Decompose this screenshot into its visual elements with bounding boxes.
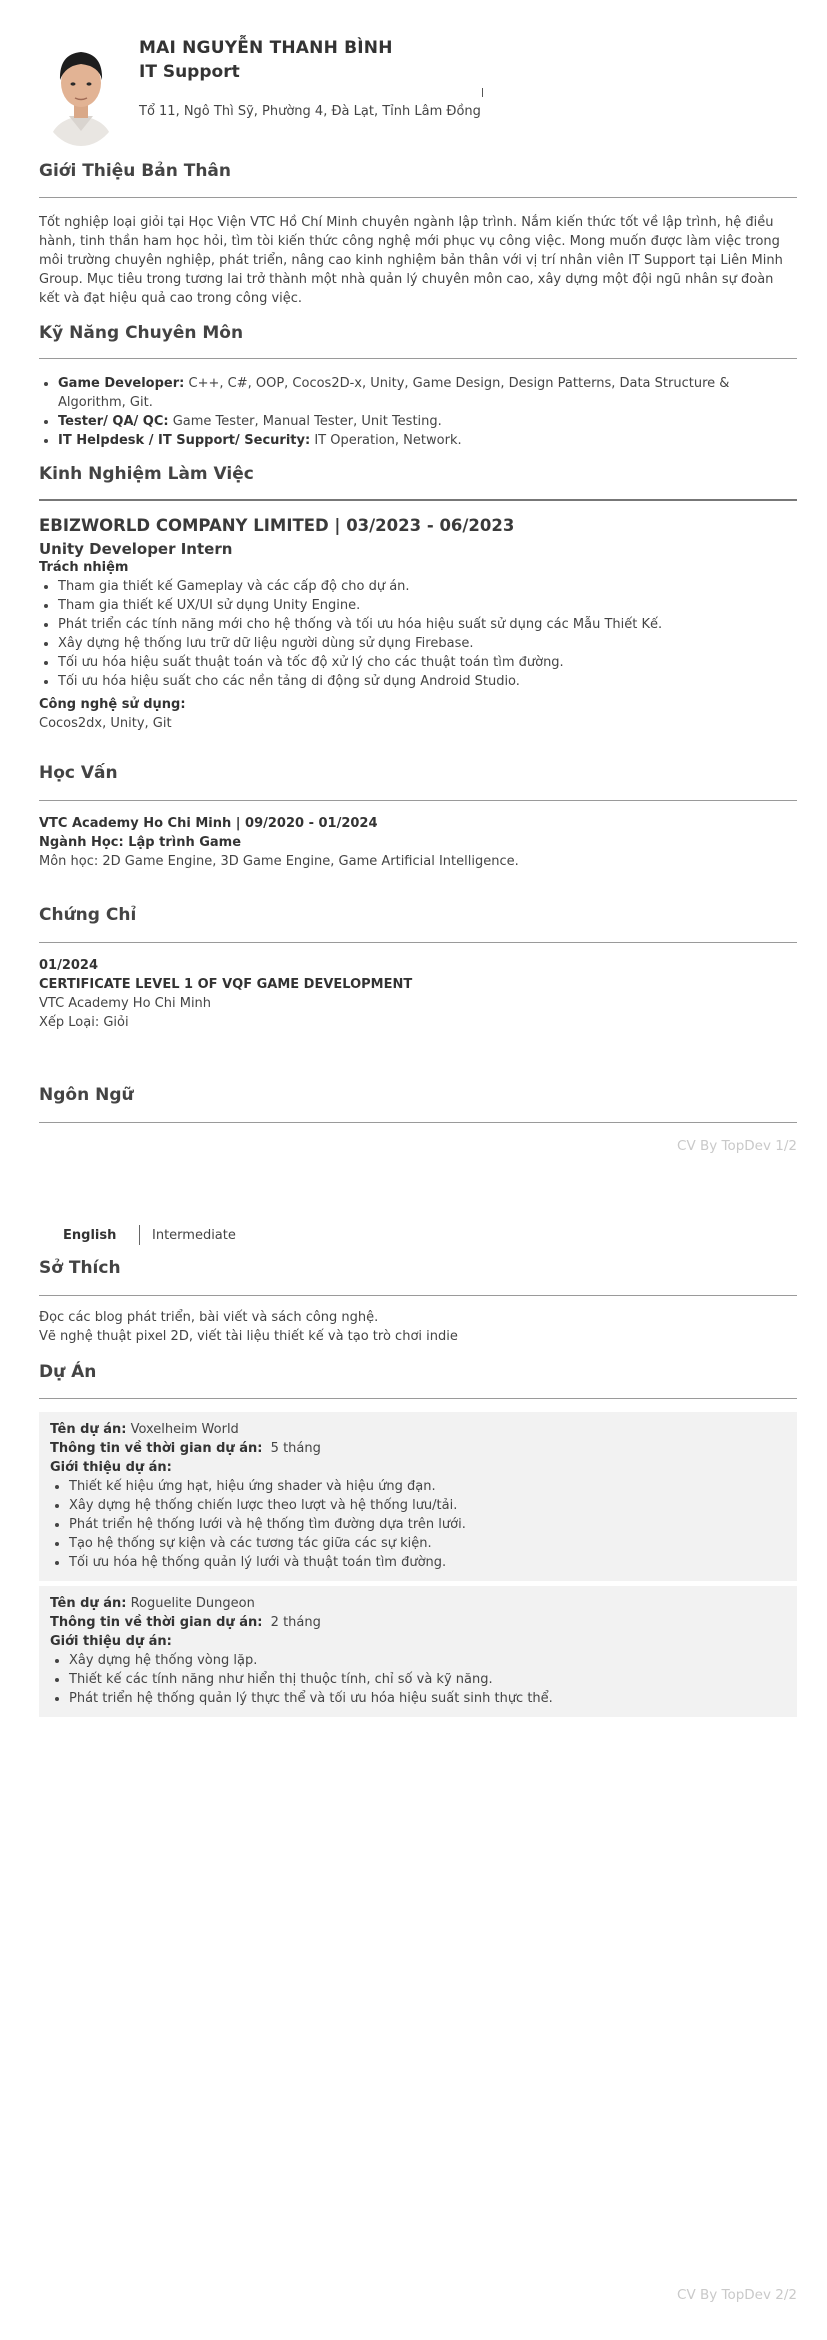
certificates-divider xyxy=(39,942,797,943)
certificate-name: CERTIFICATE LEVEL 1 OF VQF GAME DEVELOPMENT xyxy=(39,977,413,992)
project-bullet: • Phát triển hệ thống quản lý thực thể và tối ưu hóa hiệu suất sinh thực thể. xyxy=(69,1689,786,1708)
profile-name: MAI NGUYỄN THANH BÌNH xyxy=(139,38,393,58)
project-name: Roguelite Dungeon xyxy=(126,1596,255,1611)
skills-list xyxy=(39,374,797,450)
project-intro-row xyxy=(50,1632,786,1651)
project-card xyxy=(39,1412,797,1581)
skill-item xyxy=(58,431,797,450)
responsibility-label: Trách nhiệm xyxy=(39,560,129,575)
about-divider xyxy=(39,197,797,198)
project-bullet: • Thiết kế các tính năng như hiển thị thuộc tính, chỉ số và kỹ năng. xyxy=(69,1670,786,1689)
responsibility-item: • Tối ưu hóa hiệu suất cho các nền tảng di động sử dụng Android Studio. xyxy=(58,672,797,691)
project-bullet: • Xây dựng hệ thống chiến lược theo lượt và hệ thống lưu/tải. xyxy=(69,1496,786,1515)
skill-value: C++, C#, OOP, Cocos2D-x, Unity, Game Design, Design Patterns, Data Structure & Algorithm, Git. xyxy=(58,376,730,410)
school-name: VTC Academy Ho Chi Minh | 09/2020 - 01/2024 xyxy=(39,816,378,831)
project-name-label: Tên dự án: xyxy=(50,1596,127,1611)
responsibility-item: • Tham gia thiết kế Gameplay và các cấp độ cho dự án. xyxy=(58,577,797,596)
language-level: Intermediate xyxy=(152,1228,236,1243)
company-name: EBIZWORLD COMPANY LIMITED | 03/2023 - 06/2023 xyxy=(39,516,515,535)
education-block xyxy=(39,814,797,871)
certificate-date: 01/2024 xyxy=(39,958,99,973)
skills-divider xyxy=(39,358,797,359)
responsibility-block xyxy=(39,558,797,733)
experience-divider xyxy=(39,499,797,501)
language-name: English xyxy=(63,1228,117,1243)
project-bullet: • Thiết kế hiệu ứng hạt, hiệu ứng shader và hiệu ứng đạn. xyxy=(69,1477,786,1496)
project-intro-label: Giới thiệu dự án: xyxy=(50,1460,172,1475)
experience-heading: Kinh Nghiệm Làm Việc xyxy=(39,464,254,484)
decorative-tick xyxy=(482,88,483,97)
hobby-line: Đọc các blog phát triển, bài viết và sách công nghệ. xyxy=(39,1310,379,1325)
profile-title: IT Support xyxy=(139,62,240,82)
page-footer-2: CV By TopDev 2/2 xyxy=(677,2287,797,2303)
certificate-issuer: VTC Academy Ho Chi Minh xyxy=(39,996,212,1011)
certificates-heading: Chứng Chỉ xyxy=(39,905,137,925)
responsibility-item: • Xây dựng hệ thống lưu trữ dữ liệu người dùng sử dụng Firebase. xyxy=(58,634,797,653)
skill-value: IT Operation, Network. xyxy=(310,433,462,448)
languages-divider xyxy=(39,1122,797,1123)
job-role: Unity Developer Intern xyxy=(39,540,233,558)
education-divider xyxy=(39,800,797,801)
project-card xyxy=(39,1586,797,1717)
skill-label: Tester/ QA/ QC: xyxy=(58,414,169,429)
project-bullet: • Phát triển hệ thống lưới và hệ thống tìm đường dựa trên lưới. xyxy=(69,1515,786,1534)
project-name: Voxelheim World xyxy=(126,1422,239,1437)
project-time-label: Thông tin về thời gian dự án: xyxy=(50,1441,263,1456)
tech-value: Cocos2dx, Unity, Git xyxy=(39,716,172,731)
hobbies-heading: Sở Thích xyxy=(39,1258,121,1278)
project-intro-label: Giới thiệu dự án: xyxy=(50,1634,172,1649)
language-separator xyxy=(139,1225,140,1245)
project-name-label: Tên dự án: xyxy=(50,1422,127,1437)
project-bullet: • Tạo hệ thống sự kiện và các tương tác giữa các sự kiện. xyxy=(69,1534,786,1553)
responsibility-item: • Tham gia thiết kế UX/UI sử dụng Unity Engine. xyxy=(58,596,797,615)
certificate-block xyxy=(39,956,797,1032)
skill-item xyxy=(58,412,797,431)
skill-value: Game Tester, Manual Tester, Unit Testing. xyxy=(168,414,442,429)
responsibility-item: • Tối ưu hóa hiệu suất thuật toán và tốc độ xử lý cho các thuật toán tìm đường. xyxy=(58,653,797,672)
project-bullet: • Xây dựng hệ thống vòng lặp. xyxy=(69,1651,786,1670)
project-time-row xyxy=(50,1613,786,1632)
profile-photo xyxy=(39,36,123,146)
skill-label: IT Helpdesk / IT Support/ Security: xyxy=(58,433,311,448)
project-time: 5 tháng xyxy=(262,1441,321,1456)
hobby-line: Vẽ nghệ thuật pixel 2D, viết tài liệu thiết kế và tạo trò chơi indie xyxy=(39,1329,458,1344)
profile-address: Tổ 11, Ngô Thì Sỹ, Phường 4, Đà Lạt, Tỉnh Lâm Đồng xyxy=(139,104,481,119)
education-subjects: Môn học: 2D Game Engine, 3D Game Engine, Game Artificial Intelligence. xyxy=(39,854,519,869)
hobbies-divider xyxy=(39,1295,797,1296)
education-heading: Học Vấn xyxy=(39,763,118,783)
languages-heading: Ngôn Ngữ xyxy=(39,1085,134,1105)
about-text: Tốt nghiệp loại giỏi tại Học Viện VTC Hồ Chí Minh chuyên ngành lập trình. Nắm kiến thức tốt về lập trình, hệ điều hành, tinh thần ham học hỏi, tìm tòi kiến thức công nghệ mới phục vụ công việc. Mong muốn được làm việc trong môi trường chuyên nghiệp, phát triển, nâng cao kinh nghiệm bản thân với vị trí nhân viên IT Support tại Liên Minh Group. Mục tiêu trong tương lai trở thành một nhà quản lý chuyên môn cao, xây dựng một đội ngũ nhân sự đoàn kết và đạt hiệu quả cao trong công việc. xyxy=(39,215,783,306)
projects-heading: Dự Án xyxy=(39,1362,97,1382)
education-major: Ngành Học: Lập trình Game xyxy=(39,835,242,850)
project-time-label: Thông tin về thời gian dự án: xyxy=(50,1615,263,1630)
project-time: 2 tháng xyxy=(262,1615,321,1630)
about-heading: Giới Thiệu Bản Thân xyxy=(39,161,232,181)
project-bullet: • Tối ưu hóa hệ thống quản lý lưới và thuật toán tìm đường. xyxy=(69,1553,786,1572)
certificate-grade: Xếp Loại: Giỏi xyxy=(39,1015,129,1030)
projects-divider xyxy=(39,1398,797,1399)
skill-label: Game Developer: xyxy=(58,376,185,391)
project-intro-row xyxy=(50,1458,786,1477)
page-footer-1: CV By TopDev 1/2 xyxy=(677,1138,797,1154)
tech-label: Công nghệ sử dụng: xyxy=(39,697,186,712)
skills-heading: Kỹ Năng Chuyên Môn xyxy=(39,323,244,343)
skill-item xyxy=(58,374,797,412)
project-name-row xyxy=(50,1594,786,1613)
responsibility-item: • Phát triển các tính năng mới cho hệ thống và tối ưu hóa hiệu suất sử dụng các Mẫu Thiết Kế. xyxy=(58,615,797,634)
hobbies-block xyxy=(39,1308,797,1346)
project-time-row xyxy=(50,1439,786,1458)
project-name-row xyxy=(50,1420,786,1439)
